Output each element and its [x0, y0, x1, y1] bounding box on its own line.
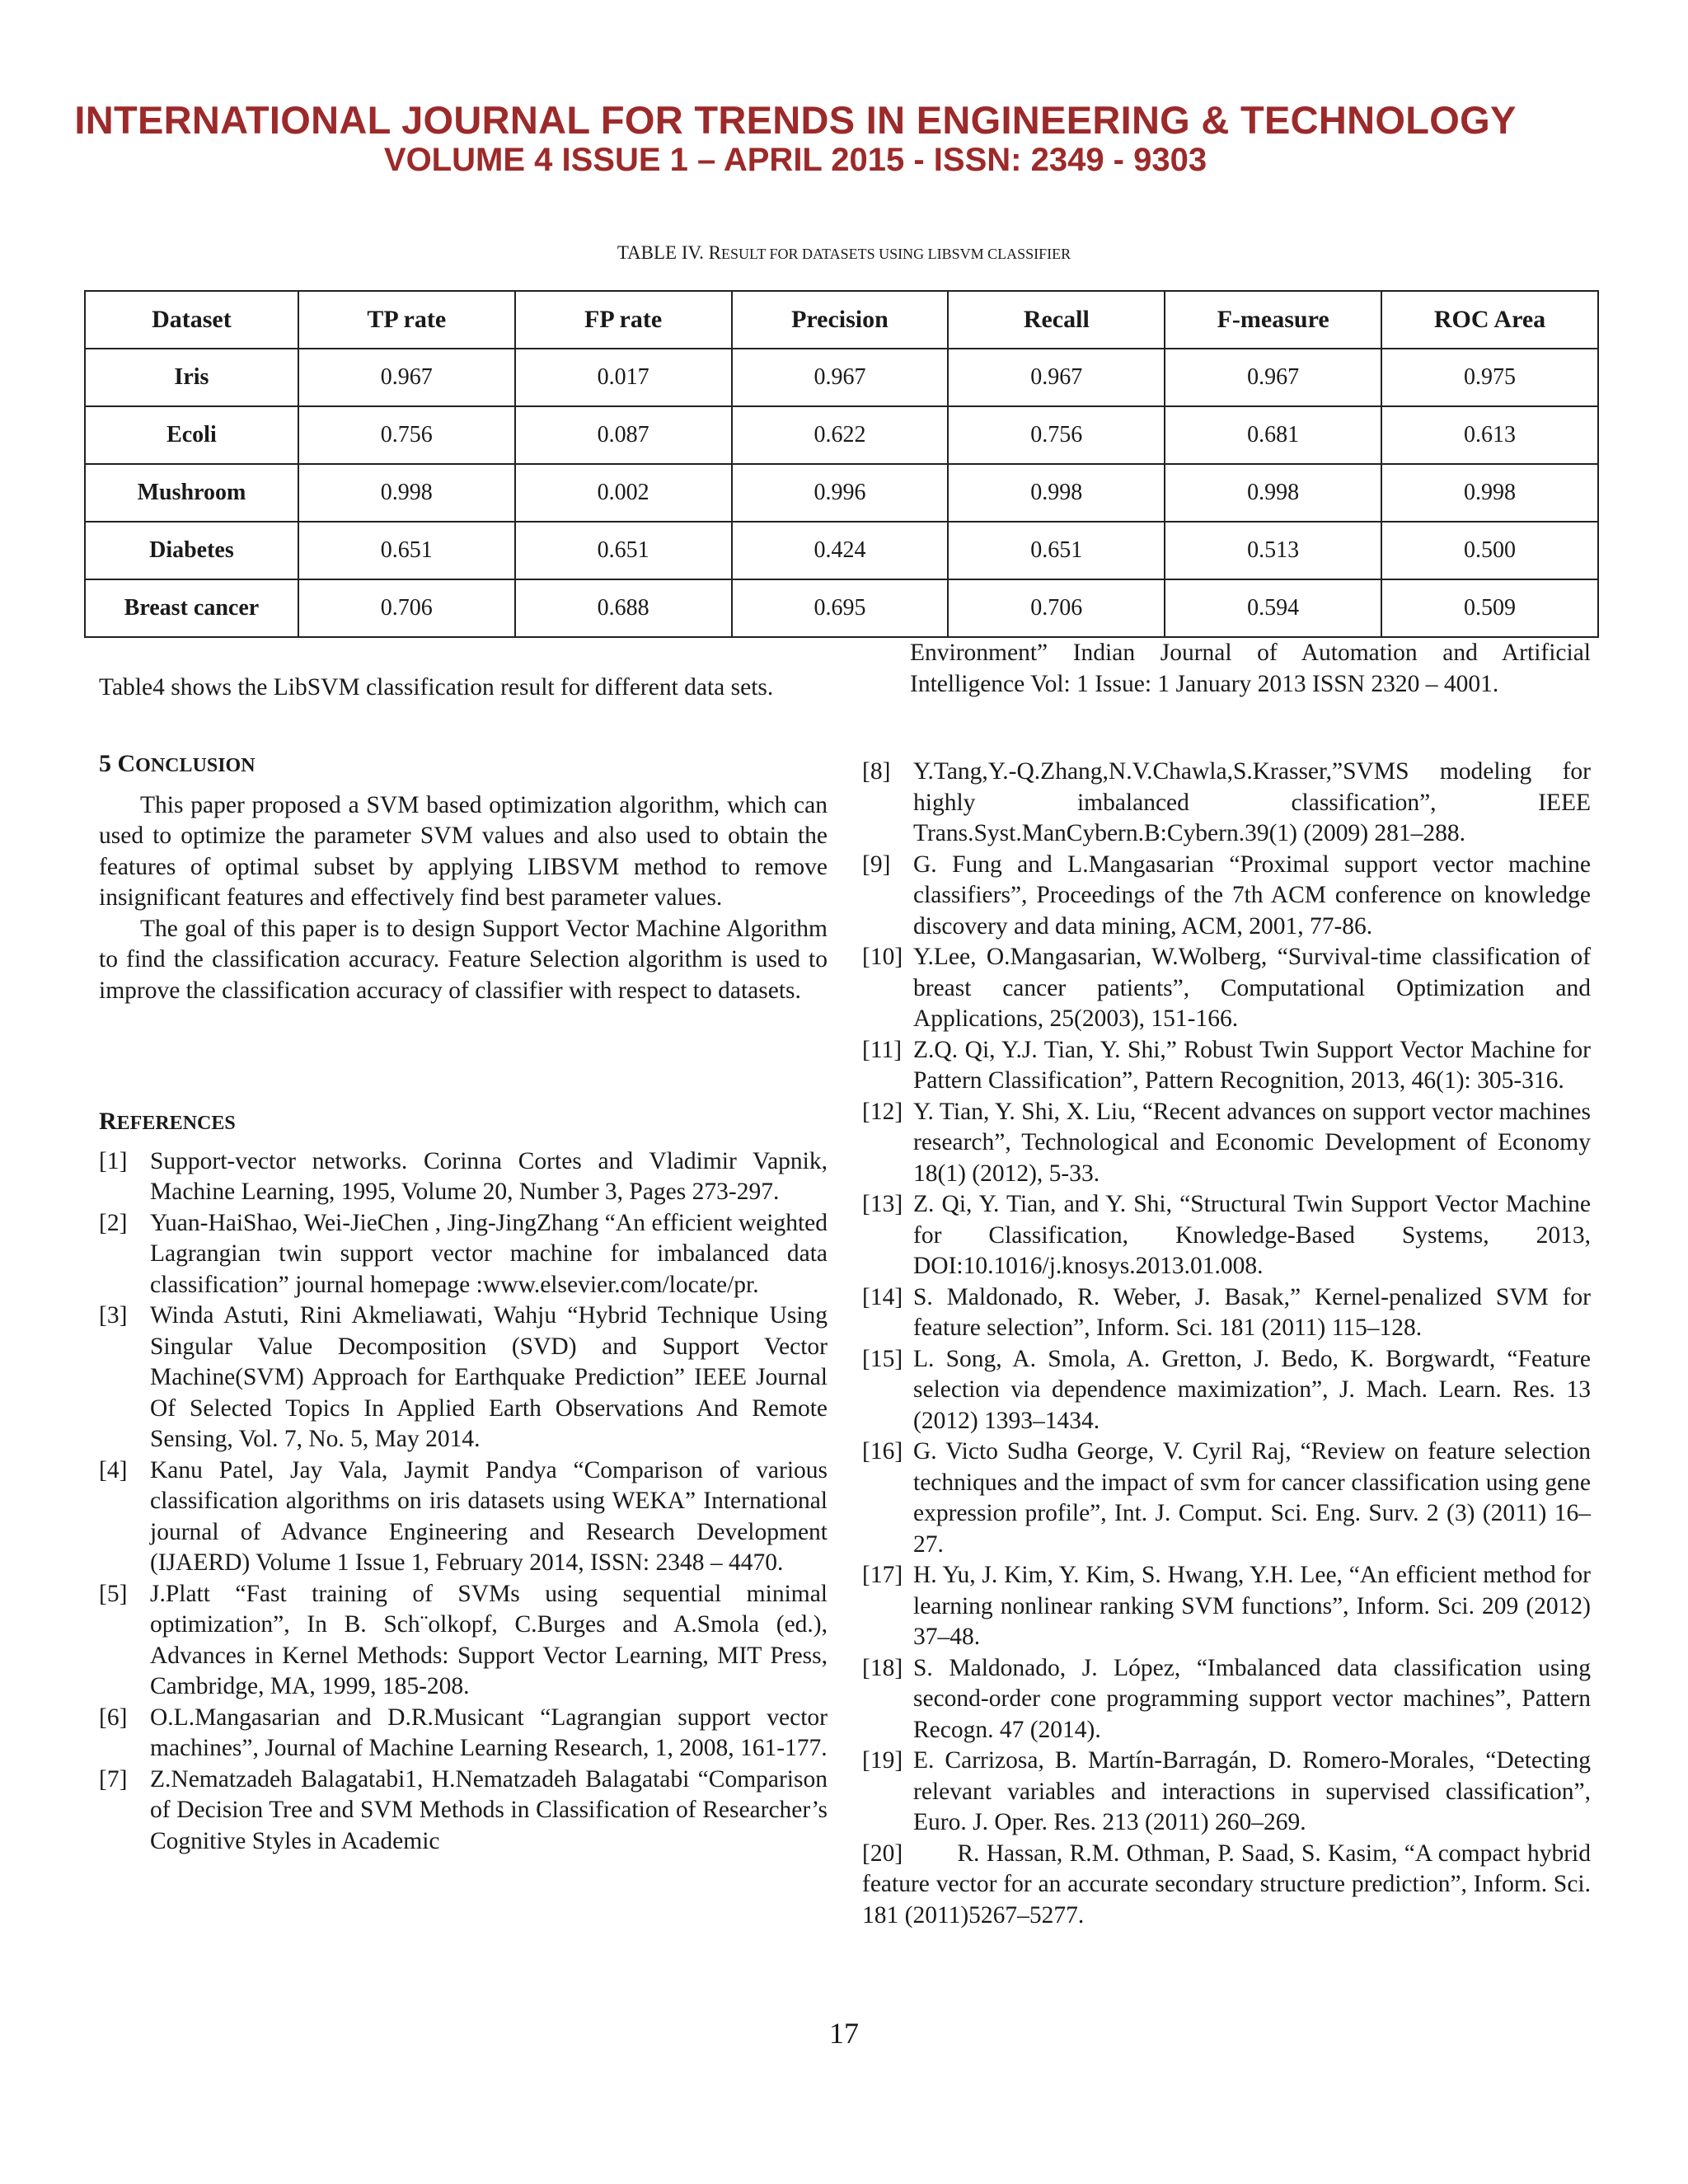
column-header: FP rate — [515, 291, 732, 349]
results-table — [84, 290, 1599, 638]
table-cell: 0.002 — [515, 464, 732, 522]
reference-item: [10] Y.Lee, O.Mangasarian, W.Wolberg, “Survival-time classification of breast cancer patients”, Computational Optimization and Applications, 25(2003), 151-166. — [862, 944, 1591, 1032]
reference-list-right — [862, 757, 1597, 1931]
reference-item: [17] H. Yu, J. Kim, Y. Kim, S. Hwang, Y.H. Lee, “An efficient method for learning nonlinear ranking SVM functions”, Inform. Sci. 209 (2012) 37–48. — [862, 1562, 1591, 1650]
table-row — [85, 464, 1598, 522]
table-cell: 0.594 — [1165, 579, 1381, 637]
table-cell: 0.998 — [298, 464, 515, 522]
table-cell: 0.622 — [732, 406, 949, 464]
reference-continuation: Environment” Indian Journal of Automation and Artificial Intelligence Vol: 1 Issue: 1 January 2013 ISSN 2320 – 4001. — [910, 640, 1591, 697]
table-row — [85, 522, 1598, 579]
column-header: Dataset — [85, 291, 298, 349]
column-header: Recall — [948, 291, 1165, 349]
reference-item: [3] Winda Astuti, Rini Akmeliawati, Wahju “Hybrid Technique Using Singular Value Decomposition (SVD) and Support Vector Machine(SVM) Approach for Earthquake Prediction” IEEE Journal Of Selected Topics In Applied Earth Observations And Remote Sensing, Vol. 7, No. 5, May 2014. — [99, 1302, 828, 1452]
table-cell: 0.424 — [732, 522, 949, 579]
table-cell: 0.967 — [1165, 349, 1381, 406]
page-number: 17 — [829, 2017, 859, 2050]
table-cell: 0.975 — [1381, 349, 1598, 406]
table-cell: 0.998 — [1381, 464, 1598, 522]
reference-item: [16] G. Victo Sudha George, V. Cyril Raj, “Review on feature selection techniques and the impact of svm for cancer classification using gene expression profile”, Int. J. Comput. Sci. Eng. Surv. 2 (3) (2011) 16–27. — [862, 1438, 1591, 1558]
reference-item: [9] G. Fung and L.Mangasarian “Proximal support vector machine classifiers”, Proceedings of the 7th ACM conference on knowledge discovery and data mining, ACM, 2001, 77-86. — [862, 851, 1591, 940]
table-cell: 0.513 — [1165, 522, 1381, 579]
table-cell: 0.706 — [298, 579, 515, 637]
conclusion-heading: 5 CONCLUSION — [99, 750, 256, 777]
table-cell: Mushroom — [85, 464, 298, 522]
table-row — [85, 406, 1598, 464]
reference-item: [5] J.Platt “Fast training of SVMs using sequential minimal optimization”, In B. Sch¨olkopf, C.Burges and A.Smola (ed.), Advances in Kernel Methods: Support Vector Learning, MIT Press, Cambridge, MA, 1999, 185-208. — [99, 1580, 828, 1699]
table-cell: 0.967 — [732, 349, 949, 406]
table-cell: 0.695 — [732, 579, 949, 637]
table-row — [85, 579, 1598, 637]
column-header: TP rate — [298, 291, 515, 349]
journal-issue-line: VOLUME 4 ISSUE 1 – APRIL 2015 - ISSN: 2349 - 9303 — [383, 142, 1207, 178]
table-cell: 0.500 — [1381, 522, 1598, 579]
table-cell: 0.651 — [948, 522, 1165, 579]
reference-item: [19] E. Carrizosa, B. Martín-Barragán, D. Romero-Morales, “Detecting relevant variables and interactions in supervised classification”, Euro. J. Oper. Res. 213 (2011) 260–269. — [862, 1747, 1591, 1835]
conclusion-paragraph: This paper proposed a SVM based optimization algorithm, which can used to optimize the parameter SVM values and also used to obtain the features of optimal subset by applying LIBSVM method to remove insignificant features and effectively find best parameter values. — [99, 791, 828, 911]
table-cell: 0.651 — [298, 522, 515, 579]
table-cell: Diabetes — [85, 522, 298, 579]
table-cell: 0.651 — [515, 522, 732, 579]
table-cell: 0.681 — [1165, 406, 1381, 464]
reference-item: [4] Kanu Patel, Jay Vala, Jaymit Pandya “Comparison of various classification algorithms on iris datasets using WEKA” International journal of Advance Engineering and Research Development (IJAERD) Volume 1 Issue 1, February 2014, ISSN: 2348 – 4470. — [99, 1456, 828, 1576]
reference-item: [18] S. Maldonado, J. López, “Imbalanced data classification using second-order cone programming support vector machines”, Pattern Recogn. 47 (2014). — [862, 1654, 1591, 1743]
column-header: ROC Area — [1381, 291, 1598, 349]
reference-list — [99, 1146, 828, 1858]
journal-title: INTERNATIONAL JOURNAL FOR TRENDS IN ENGINEERING & TECHNOLOGY — [74, 98, 1517, 142]
table-cell: 0.756 — [298, 406, 515, 464]
reference-item: [11] Z.Q. Qi, Y.J. Tian, Y. Shi,” Robust Twin Support Vector Machine for Pattern Classification”, Pattern Recognition, 2013, 46(1): 305-316. — [862, 1036, 1591, 1094]
table-cell: 0.756 — [948, 406, 1165, 464]
table-cell: 0.998 — [1165, 464, 1381, 522]
table-cell: Ecoli — [85, 406, 298, 464]
table-cell: 0.998 — [948, 464, 1165, 522]
table-note: Table4 shows the LibSVM classification result for different data sets. — [99, 674, 774, 701]
table-cell: 0.967 — [948, 349, 1165, 406]
conclusion-paragraph: The goal of this paper is to design Support Vector Machine Algorithm to find the classification accuracy. Feature Selection algorithm is used to improve the classification accuracy of classifier with respect to datasets. — [99, 915, 828, 1004]
table-cell: Iris — [85, 349, 298, 406]
reference-item: [14] S. Maldonado, R. Weber, J. Basak,” Kernel-penalized SVM for feature selection”, Inform. Sci. 181 (2011) 115–128. — [862, 1283, 1591, 1341]
reference-item: [7] Z.Nematzadeh Balagatabi1, H.Nematzadeh Balagatabi “Comparison of Decision Tree and SVM Methods in Classification of Researcher’s Cognitive Styles in Academic — [99, 1765, 828, 1854]
reference-item: [8] Y.Tang,Y.-Q.Zhang,N.V.Chawla,S.Krasser,”SVMS modeling for highly imbalanced classification”, IEEE Trans.Syst.ManCybern.B:Cybern.39(1) (2009) 281–288. — [862, 758, 1591, 846]
reference-item: [1] Support-vector networks. Corinna Cortes and Vladimir Vapnik, Machine Learning, 1995, Volume 20, Number 3, Pages 273-297. — [99, 1147, 828, 1205]
reference-item: [13] Z. Qi, Y. Tian, and Y. Shi, “Structural Twin Support Vector Machine for Classification, Knowledge-Based Systems, 2013, DOI:10.1016/j.knosys.2013.01.008. — [862, 1191, 1591, 1279]
references-heading: REFERENCES — [99, 1108, 236, 1135]
reference-item: [2] Yuan-HaiShao, Wei-JieChen , Jing-JingZhang “An efficient weighted Lagrangian twin support vector machine for imbalanced data classification” journal homepage :www.elsevier.com/locate/pr. — [99, 1209, 828, 1298]
table-row — [85, 349, 1598, 406]
table-cell: 0.967 — [298, 349, 515, 406]
table-cell: 0.996 — [732, 464, 949, 522]
conclusion-section — [99, 748, 828, 1006]
table-cell: 0.688 — [515, 579, 732, 637]
reference-item: [6] O.L.Mangasarian and D.R.Musicant “Lagrangian support vector machines”, Journal of Machine Learning Research, 1, 2008, 161-177. — [99, 1704, 828, 1761]
table-cell: 0.017 — [515, 349, 732, 406]
table-cell: 0.509 — [1381, 579, 1598, 637]
table-cell: Breast cancer — [85, 579, 298, 637]
column-header: Precision — [732, 291, 949, 349]
reference-item: [20] R. Hassan, R.M. Othman, P. Saad, S. Kasim, “A compact hybrid feature vector for an accurate secondary structure prediction”, Inform. Sci. 181 (2011)5267–5277. — [862, 1840, 1597, 1929]
table-cell: 0.087 — [515, 406, 732, 464]
column-header: F-measure — [1165, 291, 1381, 349]
table-cell: 0.613 — [1381, 406, 1598, 464]
table-header-row — [85, 291, 1598, 349]
table-caption: TABLE IV. RESULT FOR DATASETS USING LIBSVM CLASSIFIER — [617, 242, 1071, 263]
references-section — [99, 1106, 828, 1857]
reference-item: [12] Y. Tian, Y. Shi, X. Liu, “Recent advances on support vector machines research”, Technological and Economic Development of Economy 18(1) (2012), 5-33. — [862, 1098, 1591, 1187]
reference-item: [15] L. Song, A. Smola, A. Gretton, J. Bedo, K. Borgwardt, “Feature selection via dependence maximization”, J. Mach. Learn. Res. 13 (2012) 1393–1434. — [862, 1345, 1591, 1434]
table-cell: 0.706 — [948, 579, 1165, 637]
